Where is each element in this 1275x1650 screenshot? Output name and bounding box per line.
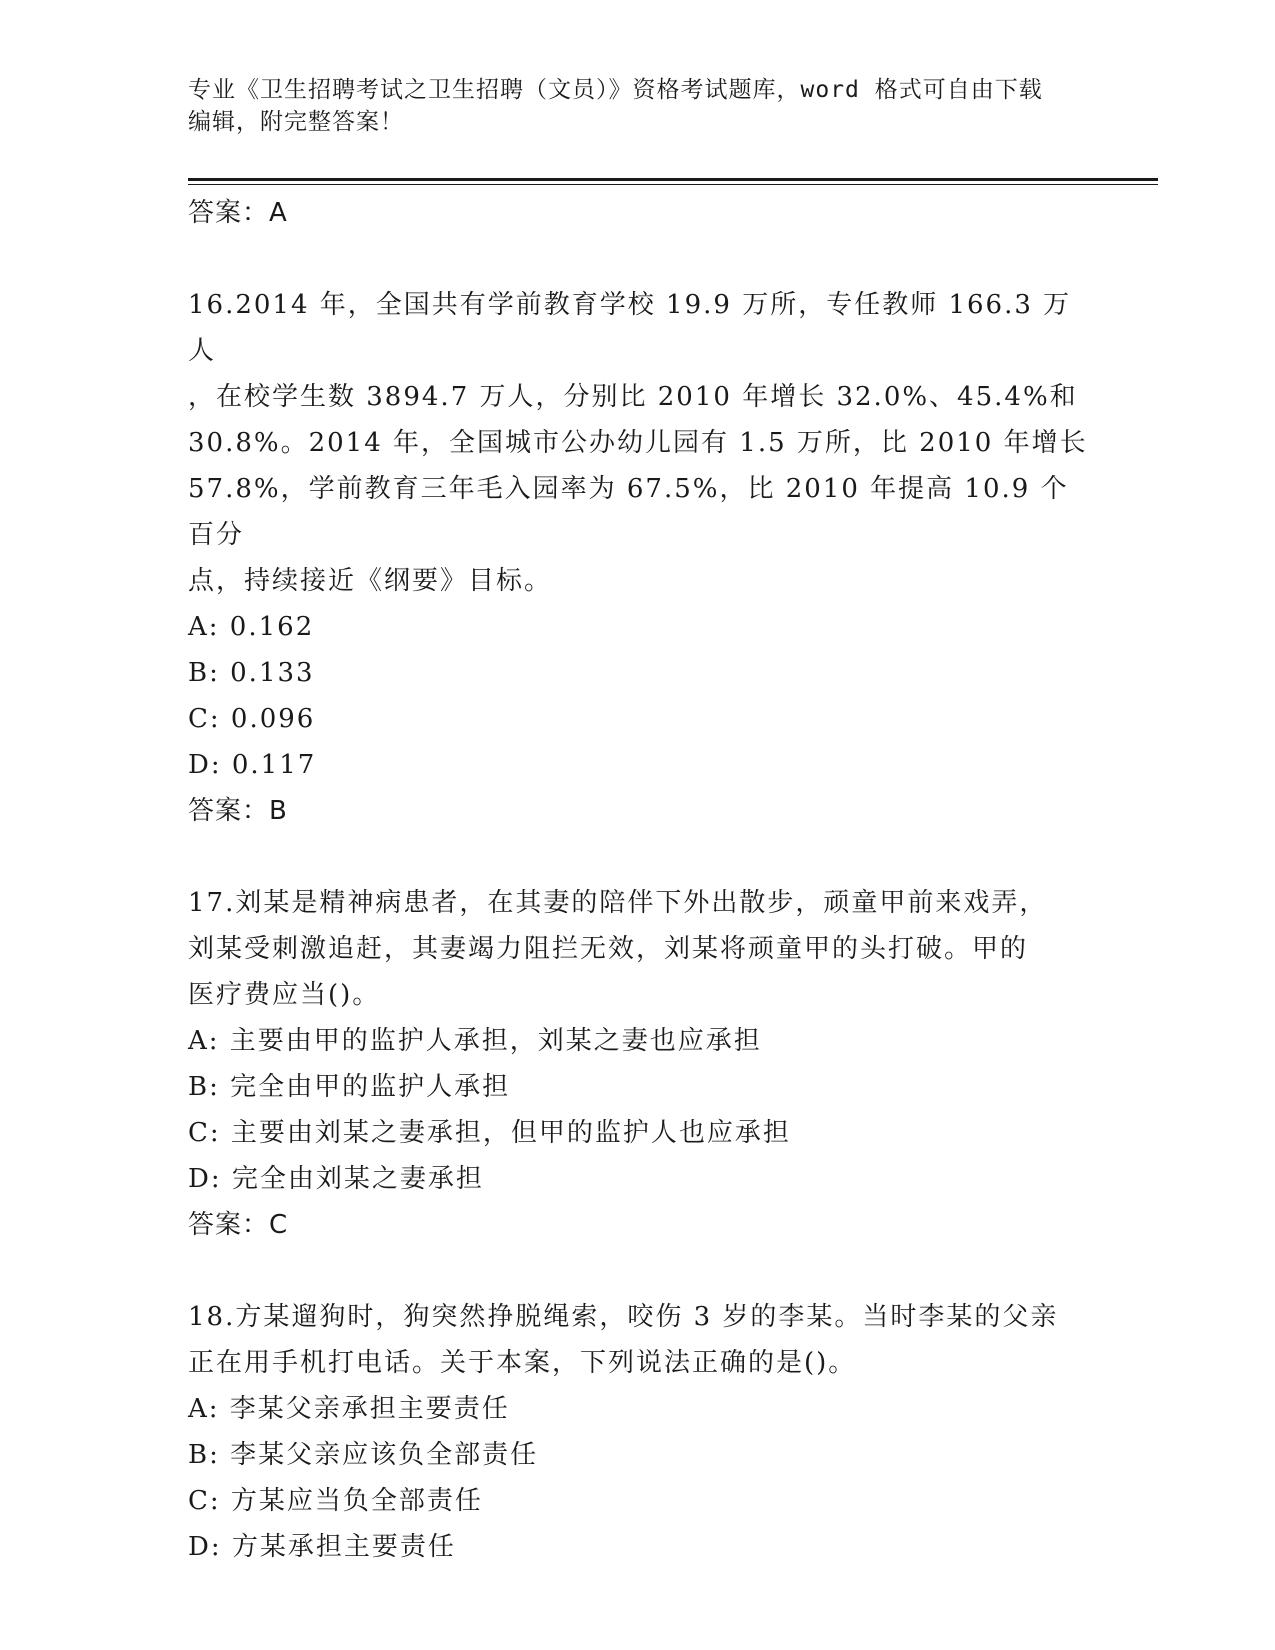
question-stem-line: 17.刘某是精神病患者，在其妻的陪伴下外出散步，顽童甲前来戏弄， (188, 888, 1048, 918)
answer-prev: 答案：A (188, 198, 288, 228)
header-line-1: 专业《卫生招聘考试之卫生招聘（文员）》资格考试题库，word 格式可自由下载 (188, 77, 1043, 103)
option-d: D: 0.117 (188, 750, 317, 780)
document-body (188, 190, 1088, 1570)
question-16 (188, 282, 1088, 834)
answer-16: 答案：B (188, 796, 288, 826)
question-stem-line: ，在校学生数 3894.7 万人，分别比 2010 年增长 32.0%、45.4%和 (188, 382, 1078, 412)
header-divider-thick (188, 178, 1158, 181)
option-c: C: 方某应当负全部责任 (188, 1486, 483, 1516)
option-b: B: 0.133 (188, 658, 315, 688)
question-17 (188, 880, 1088, 1248)
spacer (188, 1248, 1088, 1294)
spacer (188, 834, 1088, 880)
header-line-2: 编辑，附完整答案！ (188, 109, 404, 135)
header-divider-thin (188, 184, 1158, 185)
option-b: B: 李某父亲应该负全部责任 (188, 1440, 539, 1470)
option-a: A: 李某父亲承担主要责任 (188, 1394, 510, 1424)
page-header (188, 74, 1068, 138)
question-stem-line: 18.方某遛狗时，狗突然挣脱绳索，咬伤 3 岁的李某。当时李某的父亲 (188, 1302, 1059, 1332)
question-stem-line: 30.8%。2014 年，全国城市公办幼儿园有 1.5 万所，比 2010 年增长 (188, 428, 1088, 458)
question-stem-line: 刘某受刺激追赶，其妻竭力阻拦无效，刘某将顽童甲的头打破。甲的 (188, 934, 1029, 964)
question-stem-line: 点，持续接近《纲要》目标。 (188, 566, 553, 596)
question-18 (188, 1294, 1088, 1570)
option-a: A: 主要由甲的监护人承担，刘某之妻也应承担 (188, 1026, 762, 1056)
option-d: D: 方某承担主要责任 (188, 1532, 456, 1562)
spacer (188, 236, 1088, 282)
option-d: D: 完全由刘某之妻承担 (188, 1164, 484, 1194)
question-stem-line: 正在用手机打电话。关于本案，下列说法正确的是()。 (188, 1348, 857, 1378)
option-c: C: 主要由刘某之妻承担，但甲的监护人也应承担 (188, 1118, 791, 1148)
option-b: B: 完全由甲的监护人承担 (188, 1072, 511, 1102)
answer-17: 答案：C (188, 1210, 289, 1240)
option-a: A: 0.162 (188, 612, 315, 642)
question-stem-line: 16.2014 年，全国共有学前教育学校 19.9 万所，专任教师 166.3 万人 (188, 290, 1072, 366)
question-stem-line: 医疗费应当()。 (188, 980, 381, 1010)
option-c: C: 0.096 (188, 704, 316, 734)
question-stem-line: 57.8%，学前教育三年毛入园率为 67.5%，比 2010 年提高 10.9 个百分 (188, 474, 1069, 550)
